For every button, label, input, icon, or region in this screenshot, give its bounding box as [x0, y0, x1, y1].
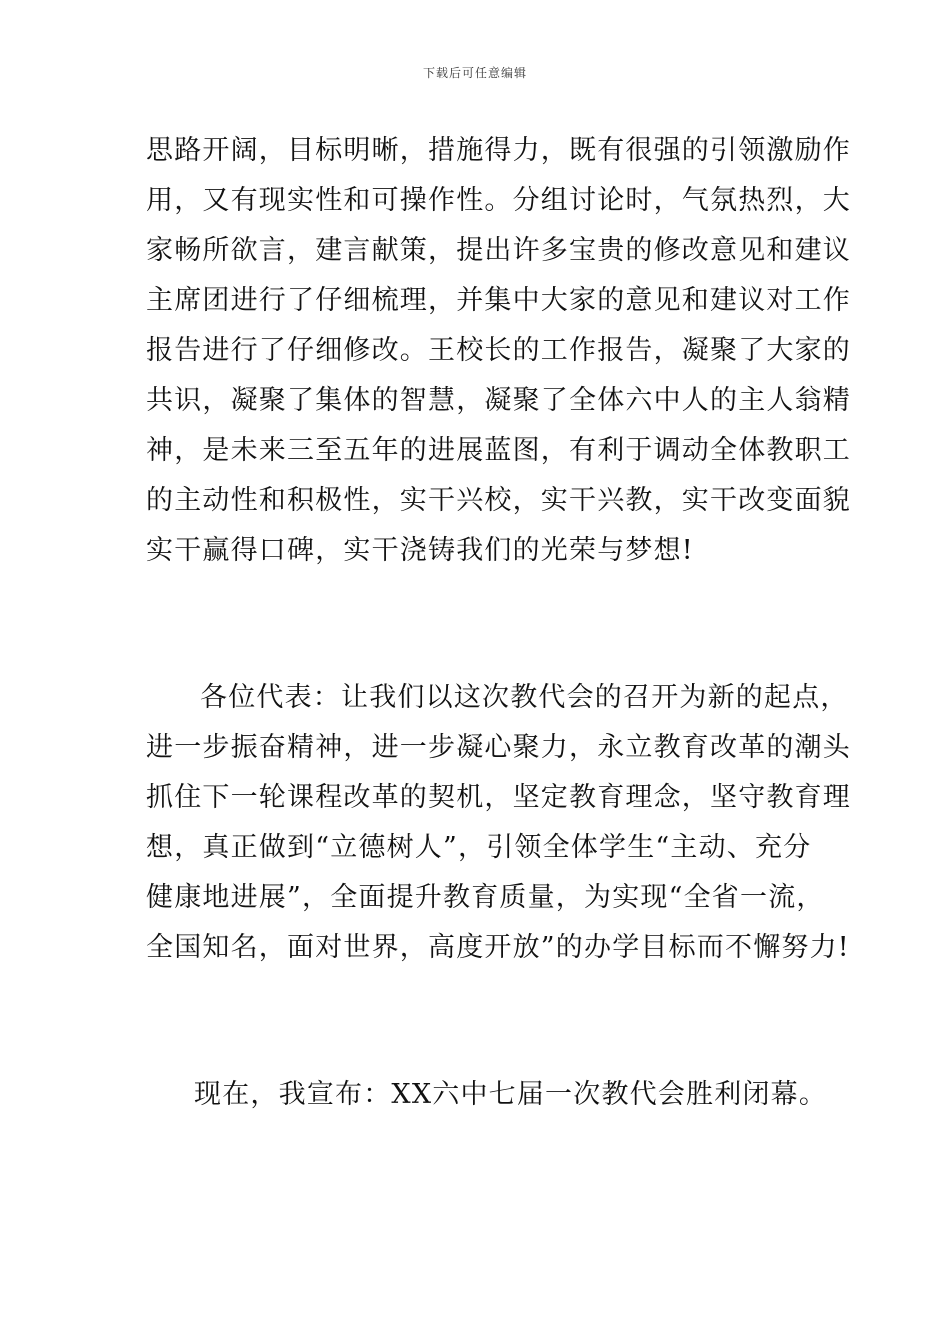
paragraph-1-line: 主席团进行了仔细梳理，并集中大家的意见和建议对工作 [146, 285, 851, 316]
paragraph-1-line: 的主动性和积极性，实干兴校，实干兴教，实干改变面貌 [146, 485, 851, 516]
paragraph-2-line: 进一步振奋精神，进一步凝心聚力，永立教育改革的潮头 [146, 732, 851, 763]
paragraph-1-line: 共识，凝聚了集体的智慧，凝聚了全体六中人的主人翁精 [146, 385, 851, 416]
paragraph-1-line: 报告进行了仔细修改。王校长的工作报告，凝聚了大家的 [146, 335, 851, 366]
paragraph-2-line: 全国知名，面对世界，高度开放”的办学目标而不懈努力! [146, 932, 850, 963]
paragraph-1-line: 家畅所欲言，建言献策，提出许多宝贵的修改意见和建议 [146, 235, 851, 266]
page-header: 下载后可任意编辑 [422, 66, 527, 80]
paragraph-2-line: 抓住下一轮课程改革的契机，坚定教育理念，坚守教育理 [146, 782, 851, 813]
paragraph-2-line: 各位代表：让我们以这次教代会的召开为新的起点， [200, 682, 849, 713]
paragraph-2-line: 想，真正做到“立德树人”，引领全体学生“主动、充分 [146, 832, 812, 863]
paragraph-1-line: 实干赢得口碑，实干浇铸我们的光荣与梦想! [146, 535, 694, 566]
closing-statement: 现在，我宣布：XX六中七届一次教代会胜利闭幕。 [194, 1079, 828, 1110]
paragraph-1-line: 用，又有现实性和可操作性。分组讨论时，气氛热烈，大 [146, 185, 851, 216]
paragraph-2-line: 健康地进展”，全面提升教育质量，为实现“全省一流， [146, 882, 825, 913]
paragraph-1-line: 神，是未来三至五年的进展蓝图，有利于调动全体教职工 [146, 435, 851, 466]
paragraph-1-line: 思路开阔，目标明晰，措施得力，既有很强的引领激励作 [146, 135, 851, 166]
